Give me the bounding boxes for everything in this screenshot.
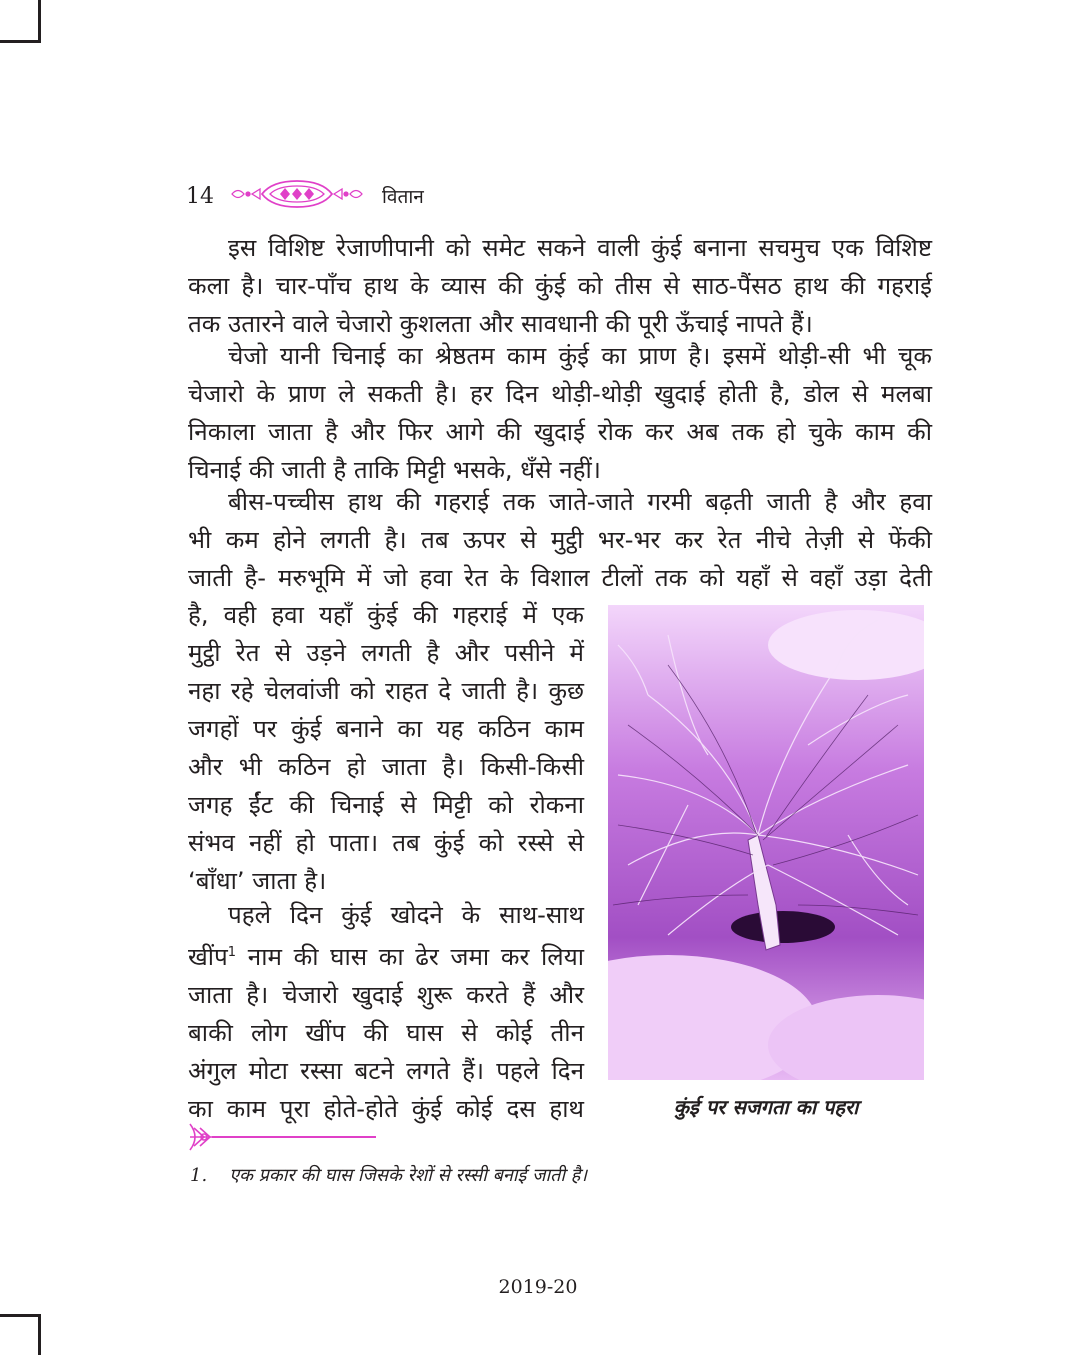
text-line: चिनाई की जाती है ताकि मिट्टी भसके, धँसे नहीं। xyxy=(188,456,601,484)
page-header xyxy=(186,178,424,214)
text-line: मुट्ठी रेत से उड़ने लगती है और पसीने में xyxy=(188,639,584,667)
crop-mark-top-left-horizontal xyxy=(0,40,41,43)
text-line: का काम पूरा होते-होते कुंई कोई दस हाथ xyxy=(188,1095,584,1124)
text-fragment: नाम की घास का ढेर जमा कर लिया xyxy=(236,943,584,972)
paragraph-2 xyxy=(188,337,932,489)
text-line: जाता है। चेजारो खुदाई शुरू करते हैं और xyxy=(188,981,584,1010)
text-line: नहा रहे चेलवांजी को राहत दे जाती है। कुछ xyxy=(188,677,584,705)
crop-mark-bottom-left-vertical xyxy=(38,1314,41,1355)
text-line: चेजो यानी चिनाई का श्रेष्ठतम काम कुंई का प्राण है। इसमें थोड़ी-सी भी चूक xyxy=(228,342,932,370)
footnote-divider xyxy=(186,1120,380,1158)
footnote xyxy=(190,1163,587,1187)
text-line: है, वही हवा यहाँ कुंई की गहराई में एक xyxy=(188,601,584,629)
text-line-with-footnote-ref xyxy=(188,934,584,976)
text-line: और भी कठिन हो जाता है। किसी-किसी xyxy=(188,753,584,781)
text-line: ‘बाँधा’ जाता है। xyxy=(188,867,327,895)
text-line: भी कम होने लगती है। तब ऊपर से मुट्ठी भर-भर कर रेत नीचे तेज़ी से फेंकी xyxy=(188,526,932,554)
footnote-ref: 1 xyxy=(227,945,237,960)
crop-mark-bottom-left-horizontal xyxy=(0,1314,41,1317)
text-line: चेजारो के प्राण ले सकती है। हर दिन थोड़ी-थोड़ी खुदाई होती है, डोल से मलबा xyxy=(188,380,932,408)
header-ornament-icon xyxy=(228,177,366,215)
text-line: जगहों पर कुंई बनाने का यह कठिन काम xyxy=(188,715,584,743)
paragraph-4 xyxy=(188,896,584,1128)
text-line: बीस-पच्चीस हाथ की गहराई तक जाते-जाते गरमी बढ़ती जाती है और हवा xyxy=(228,488,932,516)
text-line: अंगुल मोटा रस्सा बटने लगते हैं। पहले दिन xyxy=(188,1057,584,1086)
paragraph-3 xyxy=(188,483,932,597)
text-line: इस विशिष्ट रेजाणीपानी को समेट सकने वाली कुंई बनाना सचमुच एक विशिष्ट xyxy=(228,234,932,262)
book-title: वितान xyxy=(382,186,424,208)
paragraph-1 xyxy=(188,229,932,343)
text-line: बाकी लोग खींप की घास से कोई तीन xyxy=(188,1019,584,1048)
page-footer-year: 2019-20 xyxy=(498,1276,578,1298)
footnote-text: एक प्रकार की घास जिसके रेशों से रस्सी बनाई जाती है। xyxy=(229,1165,588,1186)
page-number: 14 xyxy=(186,183,214,209)
figure-caption: कुंई पर सजगता का पहरा xyxy=(673,1095,859,1119)
text-line: संभव नहीं हो पाता। तब कुंई को रस्से से xyxy=(188,829,584,857)
text-line: जगह ईंट की चिनाई से मिट्टी को रोकना xyxy=(188,791,584,819)
footnote-number: 1. xyxy=(190,1165,208,1186)
kuin-photo xyxy=(608,605,924,1080)
text-line: कला है। चार-पाँच हाथ के व्यास की कुंई को तीस से साठ-पैंसठ हाथ की गहराई xyxy=(188,272,932,300)
text-line: जाती है- मरुभूमि में जो हवा रेत के विशाल टीलों तक को यहाँ से वहाँ उड़ा देती xyxy=(188,564,932,592)
paragraph-3-continued xyxy=(188,596,584,900)
text-line: तक उतारने वाले चेजारो कुशलता और सावधानी की पूरी ऊँचाई नापते हैं। xyxy=(188,310,813,338)
crop-mark-top-left-vertical xyxy=(38,0,41,43)
text-line: पहले दिन कुंई खोदने के साथ-साथ xyxy=(228,901,584,929)
text-fragment: खींप xyxy=(188,943,228,972)
text-line: निकाला जाता है और फिर आगे की खुदाई रोक कर अब तक हो चुके काम की xyxy=(188,418,932,446)
